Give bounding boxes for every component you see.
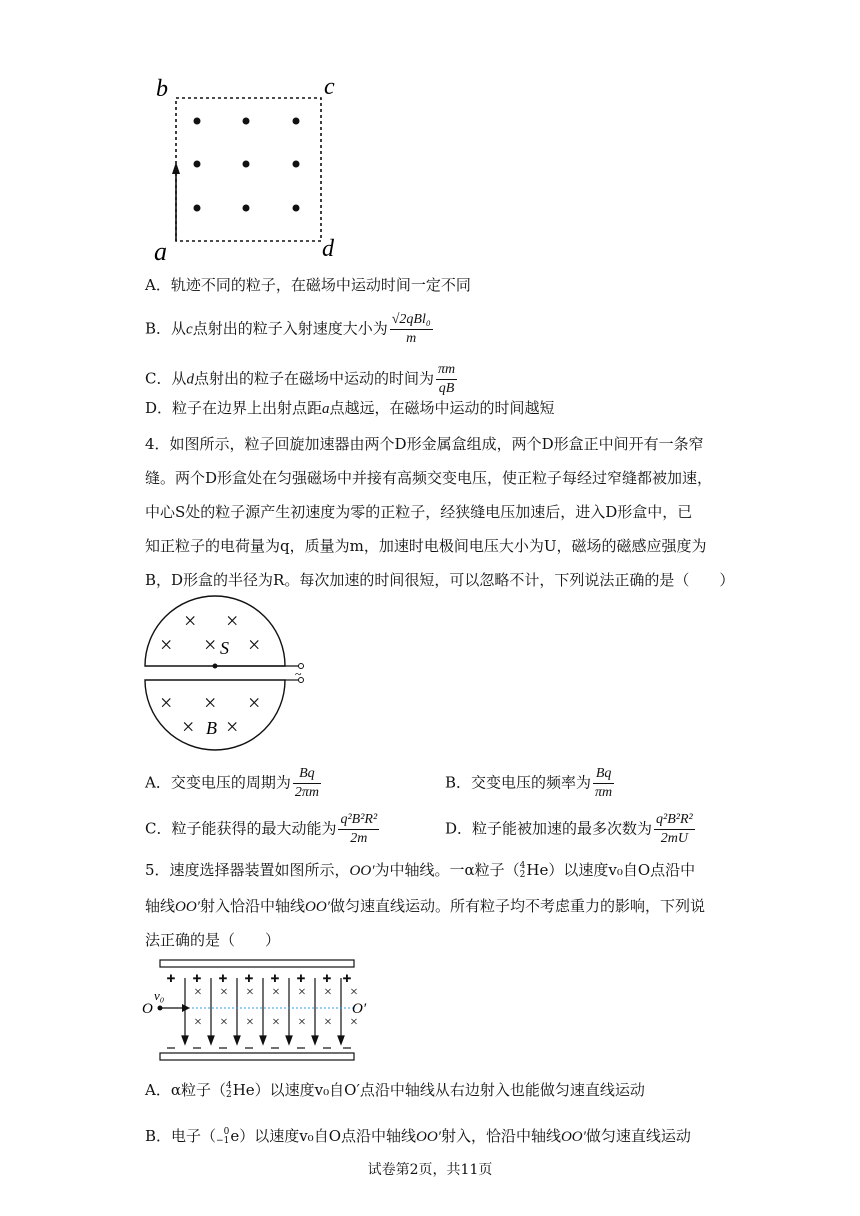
q4-stem-line-5: B，D形盒的半径为R。每次加速的时间很短，可以忽略不计，下列说法正确的是（ ） xyxy=(145,571,735,589)
plus-sign: + xyxy=(245,972,253,987)
q4-stem-line-1: 4．如图所示，粒子回旋加速器由两个D形金属盒组成，两个D形盒正中间开有一条窄 xyxy=(145,435,704,453)
isotope-index: 4 2 xyxy=(519,861,526,880)
q3-option-c: C．从d点射出的粒子在磁场中运动的时间为 $\frac{\pi m}{qB}$ xyxy=(145,362,456,396)
ac-source-symbol: ~ xyxy=(295,667,302,681)
isotope-index: 0 −1 xyxy=(216,1127,230,1146)
svg-text:×: × xyxy=(204,690,217,715)
q5-option-b: B．电子（ 0 −1e）以速度v₀自O点沿中轴线OO′射入，恰沿中轴线OO′做匀速直线运动 xyxy=(145,1127,691,1146)
magnetic-field-cross: × xyxy=(246,985,254,1000)
page-footer: 试卷第2页，共11页 xyxy=(367,1162,493,1178)
svg-text:×: × xyxy=(226,714,239,739)
arrowhead xyxy=(312,1036,318,1044)
q3-option-d: D．粒子在边界上出射点距a点越远，在磁场中运动的时间越短 xyxy=(145,399,555,417)
magnetic-field-cross: × xyxy=(246,1015,254,1030)
field-label-b: B xyxy=(206,718,217,738)
plus-sign: + xyxy=(271,972,279,987)
q4-stem-line-2: 缝。两个D形盒处在匀强磁场中并接有高频交变电压，使正粒子每经过窄缝都被加速， xyxy=(145,469,713,487)
fraction: $\frac{Bq}{\pi m}$ xyxy=(595,766,613,800)
arrowhead xyxy=(286,1036,292,1044)
magnetic-field-cross: × xyxy=(272,985,280,1000)
q5-stem-line-2: 轴线OO′射入恰沿中轴线OO′做匀速直线运动。所有粒子均不考虑重力的影响，下列说 xyxy=(145,897,705,915)
fraction: $\frac{\text{q²B²R²}}{2mU}$ xyxy=(656,812,693,846)
magnetic-field-cross: × xyxy=(194,985,202,1000)
magnetic-field-cross: × xyxy=(220,985,228,1000)
label-o-prime: O′ xyxy=(352,1001,367,1017)
magnetic-field-cross: × xyxy=(350,1015,358,1030)
fraction: $\frac{\text{√2qBl₀}}{m}$ xyxy=(391,312,431,346)
velocity-selector-figure xyxy=(140,956,367,1066)
magnetic-field-cross: × xyxy=(350,985,358,1000)
label-o: O xyxy=(142,1001,153,1017)
svg-text:×: × xyxy=(160,690,173,715)
svg-text:×: × xyxy=(182,714,195,739)
arrowhead xyxy=(338,1036,344,1044)
plus-sign: + xyxy=(343,972,351,987)
corner-b: b xyxy=(156,76,168,102)
label-v0: v₀ xyxy=(154,988,165,1003)
plus-sign: + xyxy=(167,972,175,987)
arrowhead xyxy=(234,1036,240,1044)
fraction: $\frac{\pi m}{qB}$ xyxy=(438,362,456,396)
magnetic-field-cross: × xyxy=(220,1015,228,1030)
source-label-s: S xyxy=(220,638,229,658)
arrowhead xyxy=(260,1036,266,1044)
svg-text:×: × xyxy=(248,632,261,657)
arrowhead xyxy=(182,1036,188,1044)
q4-option-d: D．粒子能被加速的最多次数为 $\frac{\text{q²B²R²}}{2mU}$ xyxy=(445,812,693,846)
magnetic-field-cross: × xyxy=(298,985,306,1000)
square-field-figure xyxy=(150,70,350,265)
fraction: $\frac{Bq}{2\pi m}$ xyxy=(294,766,319,800)
svg-text:×: × xyxy=(160,632,173,657)
svg-text:×: × xyxy=(226,608,239,633)
q3-option-a: A．轨迹不同的粒子，在磁场中运动时间一定不同 xyxy=(145,276,471,294)
magnetic-field-cross: × xyxy=(194,1015,202,1030)
svg-text:×: × xyxy=(184,608,197,633)
magnetic-field-cross: × xyxy=(324,985,332,1000)
arrowhead xyxy=(208,1036,214,1044)
corner-a: a xyxy=(154,237,167,266)
plus-sign: + xyxy=(219,972,227,987)
svg-text:×: × xyxy=(248,690,261,715)
cyclotron-figure xyxy=(140,596,310,758)
corner-c: c xyxy=(324,74,335,100)
fraction: $\frac{\text{q²B²R²}}{2m}$ xyxy=(340,812,378,846)
isotope-index: 4 2 xyxy=(225,1081,232,1100)
magnetic-field-cross: × xyxy=(298,1015,306,1030)
q4-option-b: B．交变电压的频率为 $\frac{Bq}{\pi m}$ xyxy=(445,766,613,800)
corner-d: d xyxy=(322,236,334,262)
q5-stem-line-1: 5．速度选择器装置如图所示，OO′为中轴线。一α粒子（4 2He）以速度v₀自O点沿中 xyxy=(145,861,696,880)
q4-option-c: C．粒子能获得的最大动能为 $\frac{\text{q²B²R²}}{2m}$ xyxy=(145,812,378,846)
q5-stem-line-3: 法正确的是（ ） xyxy=(145,931,281,949)
plus-sign: + xyxy=(323,972,331,987)
plus-sign: + xyxy=(297,972,305,987)
magnetic-field-cross: × xyxy=(272,1015,280,1030)
plus-sign: + xyxy=(193,972,201,987)
q4-stem-line-4: 知正粒子的电荷量为q，质量为m，加速时电极间电压大小为U，磁场的磁感应强度为 xyxy=(145,537,707,555)
q3-option-b: B．从c点射出的粒子入射速度大小为 $\frac{\text{√2qBl₀}}{m}$ xyxy=(145,312,431,346)
q5-option-a: A．α粒子（4 2He）以速度v₀自O′点沿中轴线从右边射入也能做匀速直线运动 xyxy=(145,1081,645,1100)
magnetic-field-cross: × xyxy=(324,1015,332,1030)
svg-text:×: × xyxy=(204,632,217,657)
q4-option-a: A．交变电压的周期为 $\frac{Bq}{2\pi m}$ xyxy=(145,766,319,800)
q4-stem-line-3: 中心S处的粒子源产生初速度为零的正粒子，经狭缝电压加速后，进入D形盒中，已 xyxy=(145,503,693,521)
